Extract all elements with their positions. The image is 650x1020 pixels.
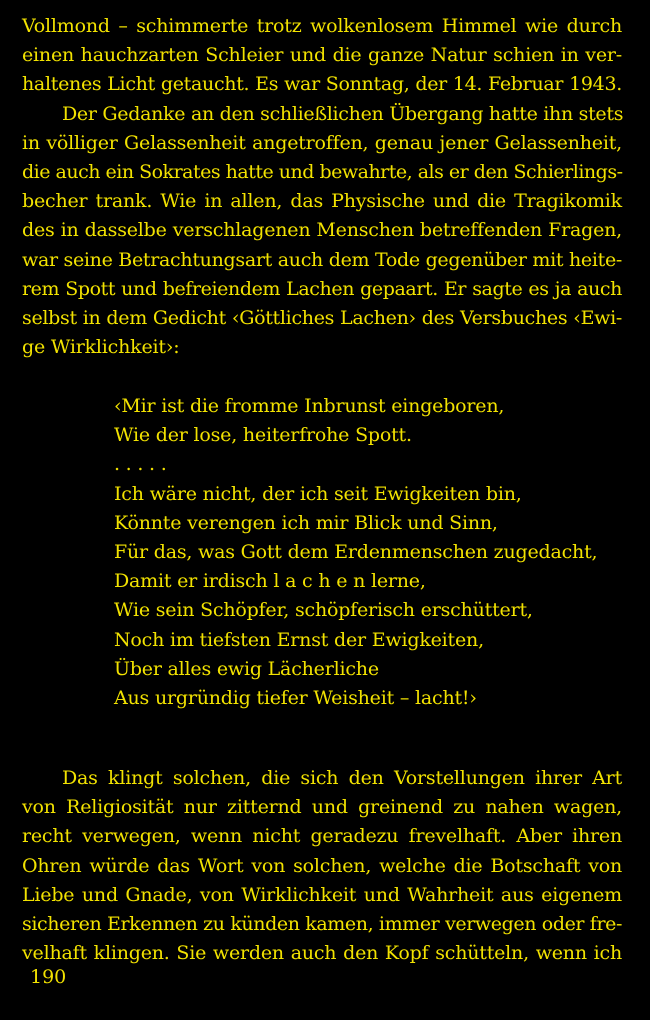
poem-line: Noch im tiefsten Ernst der Ewigkeiten, xyxy=(114,628,484,651)
text-line: becher trank. Wie in allen, das Physische und die Tragikomik xyxy=(22,190,622,213)
poem-line: Ich wäre nicht, der ich seit Ewigkeiten bin, xyxy=(114,482,522,505)
text-line: des in dasselbe verschlagenen Menschen betreffenden Fragen, xyxy=(22,219,622,242)
text-line: die auch ein Sokrates hatte und bewahrte, als er den Schierlings- xyxy=(22,161,623,184)
text-line: selbst in dem Gedicht ‹Göttliches Lachen› des Versbuches ‹Ewi- xyxy=(22,307,622,330)
poem-line: Wie der lose, heiterfrohe Spott. xyxy=(114,424,412,447)
text-line: rem Spott und befreiendem Lachen gepaart. Er sagte es ja auch xyxy=(22,277,622,300)
text-line: in völliger Gelassenheit angetroffen, genau jener Gelassenheit, xyxy=(22,131,622,154)
poem-line: ‹Mir ist die fromme Inbrunst eingeboren, xyxy=(114,395,505,417)
text-line: Vollmond – schimmerte trotz wolkenlosem Himmel wie durch xyxy=(22,15,622,37)
text-line: sicheren Erkennen zu künden kamen, immer verwegen oder fre- xyxy=(22,913,622,936)
text-line: Das klingt solchen, die sich den Vorstellungen ihrer Art xyxy=(62,767,622,789)
poem-line: Wie sein Schöpfer, schöpferisch erschüttert, xyxy=(114,599,533,622)
poem-line: Könnte verengen ich mir Blick und Sinn, xyxy=(114,511,498,534)
text-line: velhaft klingen. Sie werden auch den Kopf schütteln, wenn ich xyxy=(22,942,622,965)
page-number: 190 xyxy=(30,966,67,988)
text-line: von Religiosität nur zitternd und greinend zu nahen wagen, xyxy=(22,796,622,819)
text-line: Liebe und Gnade, von Wirklichkeit und Wahrheit aus eigenem xyxy=(22,883,622,906)
text-line: einen hauchzarten Schleier und die ganze Natur schien in ver- xyxy=(22,44,622,67)
poem-line: Über alles ewig Lächerliche xyxy=(114,657,379,680)
poem-line: Damit er irdisch l a c h e n lerne, xyxy=(114,570,426,593)
paragraph-1 xyxy=(22,12,622,362)
poem-line: Für das, was Gott dem Erdenmenschen zugedacht, xyxy=(114,541,598,564)
poem-line: Aus urgründig tiefer Weisheit – lacht!› xyxy=(114,687,477,710)
poem-quote xyxy=(114,392,614,713)
text-line: Der Gedanke an den schließlichen Übergang hatte ihn stets xyxy=(62,102,624,125)
paragraph-2 xyxy=(22,764,622,968)
text-line: ge Wirklichkeit›: xyxy=(22,336,180,359)
text-line: haltenes Licht getaucht. Es war Sonntag, der 14. Februar 1943. xyxy=(22,73,622,96)
text-line: war seine Betrachtungsart auch dem Tode gegenüber mit heite- xyxy=(22,248,623,271)
poem-ellipsis: . . . . . xyxy=(114,453,167,476)
text-line: recht verwegen, wenn nicht geradezu frevelhaft. Aber ihren xyxy=(22,825,622,848)
text-line: Ohren würde das Wort von solchen, welche die Botschaft von xyxy=(22,854,622,877)
